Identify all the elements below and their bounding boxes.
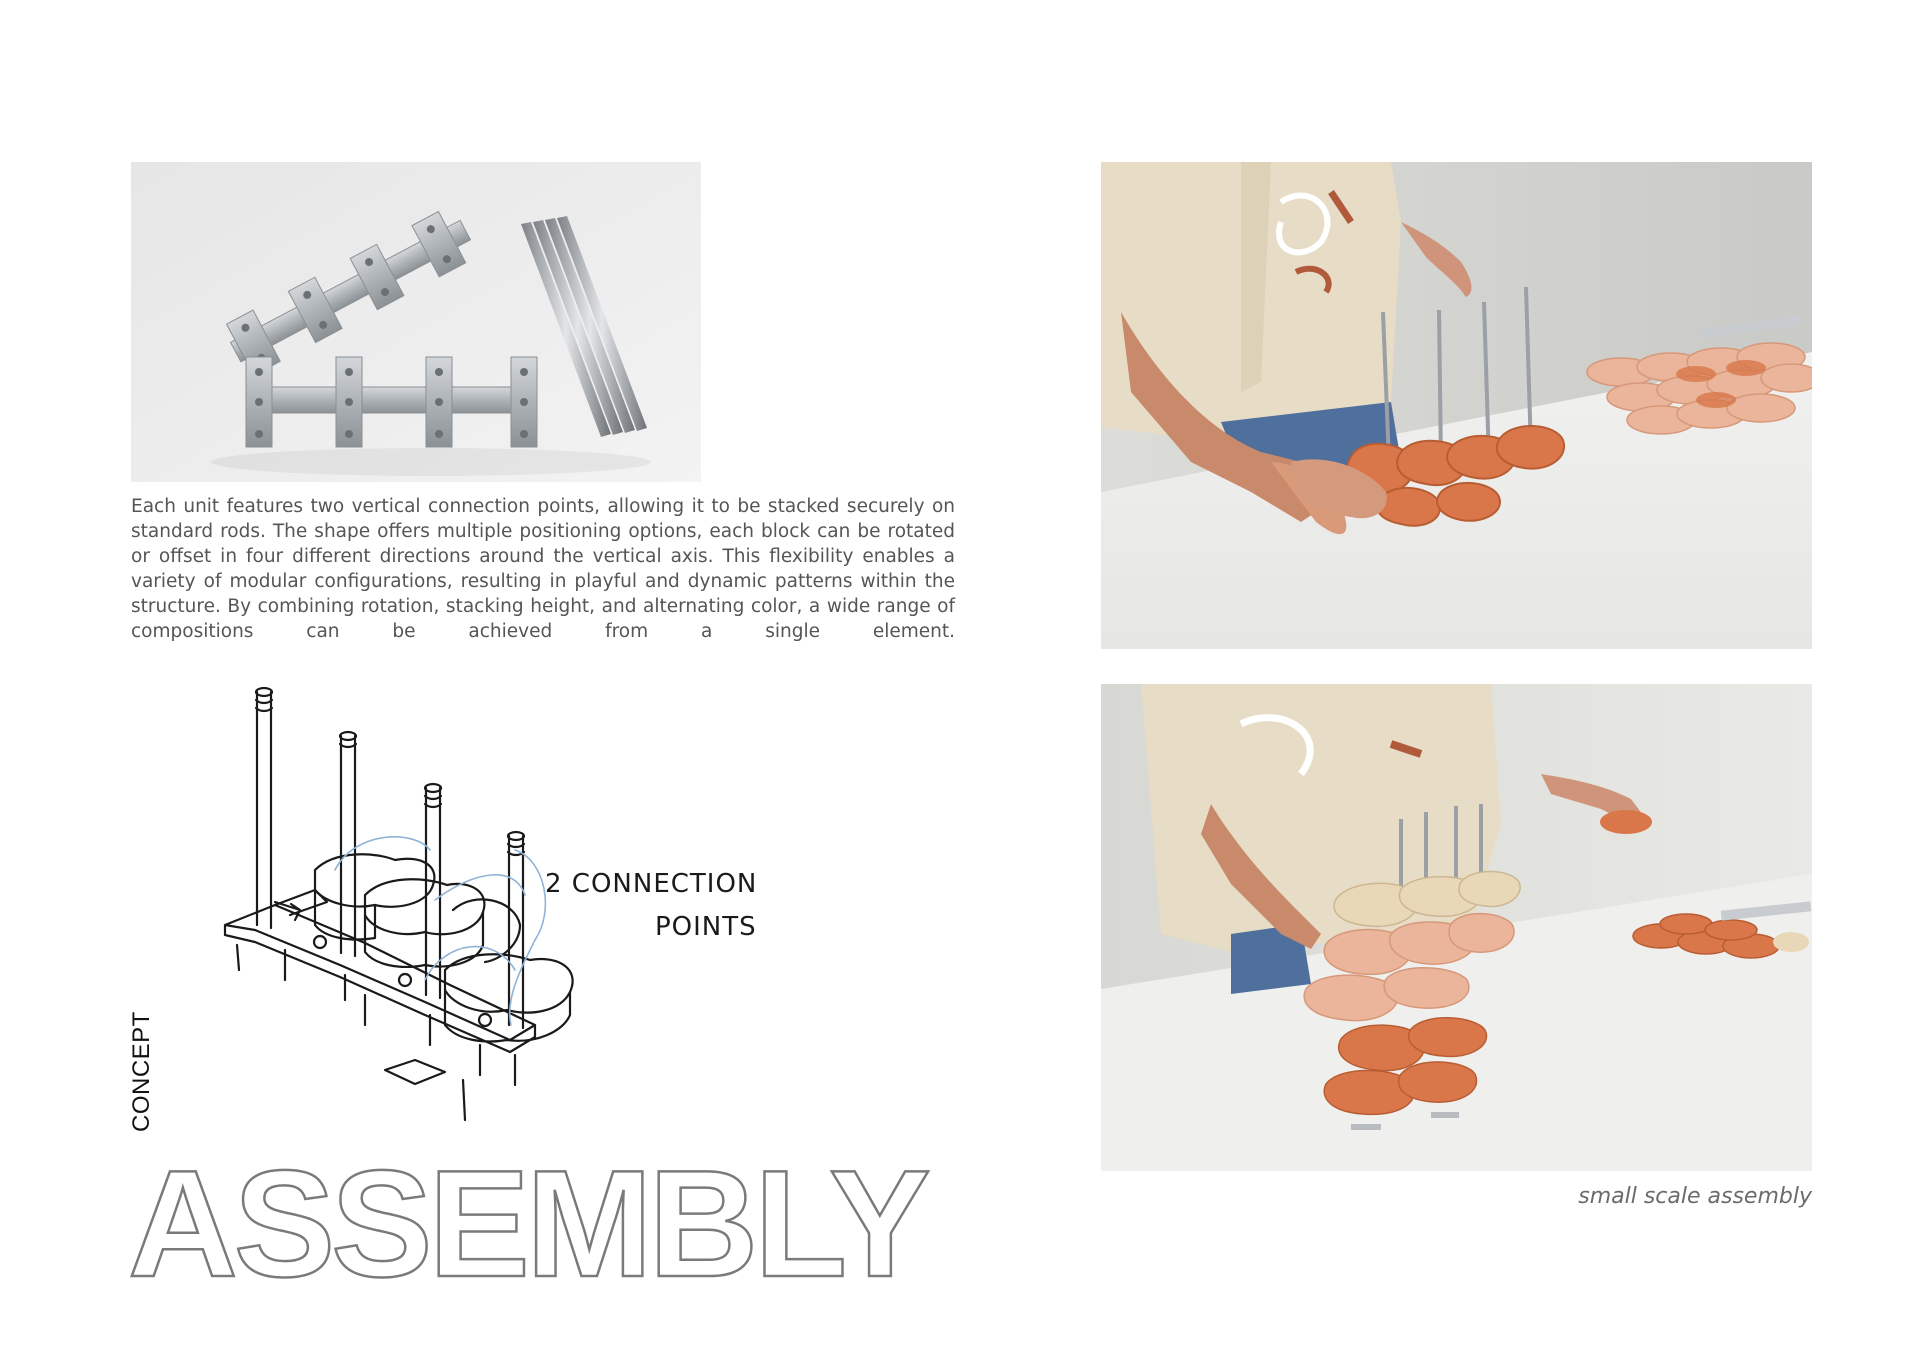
sketch-annotation-line2: POINTS bbox=[655, 912, 757, 942]
rods-assembly-photo bbox=[1101, 162, 1812, 649]
concept-sketch bbox=[215, 680, 815, 1140]
page-title: ASSEMBLY bbox=[128, 1139, 927, 1309]
description-paragraph: Each unit features two vertical connection points, allowing it to be stacked securely on standard rods. The shape offers multiple positioning options, each block can be rotated or offset in four different directions around the vertical axis. This flexibility enables a variety of modular configurations, resulting in playful and dynamic patterns within the structure. By combining rotation, stacking height, and alternating color, a wide range of compositions can be achieved from a single element. bbox=[131, 496, 955, 642]
stacked-assembly-photo bbox=[1101, 684, 1812, 1171]
photo-caption: small scale assembly bbox=[1578, 1184, 1812, 1209]
side-label: CONCEPT bbox=[128, 1011, 155, 1132]
sketch-annotation-line1: 2 CONNECTION bbox=[545, 869, 758, 899]
hardware-photo bbox=[131, 162, 701, 482]
sketch-blocks bbox=[315, 854, 573, 1041]
